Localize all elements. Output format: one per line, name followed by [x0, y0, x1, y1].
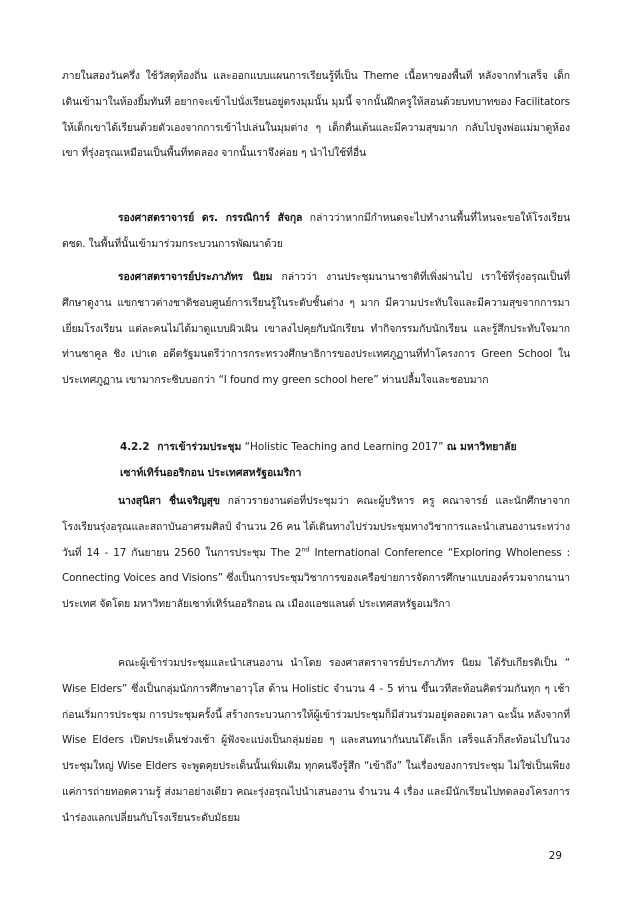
section-number: 4.2.2 — [120, 441, 150, 453]
paragraph-3 — [62, 265, 570, 394]
paragraph-3-text: กล่าวว่า งานประชุมนานาชาติที่เพิ่งผ่านไป เราใช้ที่รุ่งอรุณเป็นที่ศึกษาดูงาน แขกชาวต่างชาติชอบศูนย์การเรียนรู้ในระดับชั้นต่าง ๆ มาก มีความประทับใจและมีความสุขจากการมาเยี่ยมโรงเรียน แต่ละคนไม่ได้มาดูแบบผิวเผิน เขาลงไปคุยกับนักเรียน ทำกิจกรรมกับนักเรียน และรู้สึกประทับใจมาก ท่านซาคูล ชิง เปาเด อดีตรัฐมนตรีว่าการกระทรวงศึกษาธิการของประเทศภูฏานที่ทำโครงการ Green School ในประเทศภูฏาน เขามากระซิบบอกว่า “I found my green school here” ท่านปลื้มใจและชอบมาก — [62, 271, 570, 387]
section-heading-line2: เซาท์เทิร์นออริกอน ประเทศสหรัฐอเมริกา — [120, 467, 302, 479]
paragraph-1 — [62, 64, 570, 167]
paragraph-2 — [62, 206, 570, 258]
section-heading-prefix: การเข้าร่วมประชุม — [157, 441, 242, 453]
speaker-name: นางสุนิสา ชื่นเจริญสุข — [118, 495, 220, 507]
page-number: 29 — [548, 850, 562, 862]
paragraph-5 — [62, 651, 570, 832]
paragraph-5-text: คณะผู้เข้าร่วมประชุมและนำเสนองาน นำโดย รองศาสตราจารย์ประภาภัทร นิยม ได้รับเกียรติเป็น “ Wise Elders” ซึ่งเป็นกลุ่มนักการศึกษาอาวุโส ด้าน Holistic จำนวน 4 - 5 ท่าน ขึ้นเวทีสะท้อนคิดร่วมกันทุก ๆ เช้า ก่อนเริ่มการประชุม การประชุมครั้งนี้ สร้างกระบวนการให้ผู้เข้าร่วมประชุมก็มีส่วนร่วมอยู่ตลอดเวลา ฉะนั้น หลังจากที่ Wise Elders เปิดประเด็นช่วงเช้า ผู้ฟังจะแบ่งเป็นกลุ่มย่อย ๆ และสนทนากันบนโต๊ะเล็ก เสร็จแล้วก็สะท้อนไปในวงประชุมใหญ่ Wise Elders จะพูดคุยประเด็นนั้นเพิ่มเติม ทุกคนจึงรู้สึก “เข้าถึง” ในเรื่องของการประชุม ไม่ใช่เป็นเพียงแค่การถ่ายทอดความรู้ ส่งมาอย่างเดียว คณะรุ่งอรุณไปนำเสนองาน จำนวน 4 เรื่อง และมีนักเรียนไปทดลองโครงการนำร่องแลกเปลี่ยนกับโรงเรียนระดับมัธยม — [62, 657, 570, 824]
section-heading-suffix: ณ มหาวิทยาลัย — [446, 441, 517, 453]
speaker-name: รองศาสตราจารย์ประภาภัทร นิยม — [118, 271, 273, 283]
ordinal-suffix: nd — [301, 545, 310, 554]
paragraph-4 — [62, 489, 570, 618]
paragraph-4-text-b: International Conference “Exploring Wholeness : Connecting Voices and Visions” ซึ่งเป็นการประชุมวิชาการของเครือข่ายการจัดการศึกษาแบบองค์รวมจากนานาประเทศ จัดโดย มหาวิทยาลัยเซาท์เทิร์นออริกอน ณ เมืองแอชแลนด์ ประเทศสหรัฐอเมริกา — [62, 546, 570, 611]
paragraph-1-text: ภายในสองวันครึ่ง ใช้วัสดุท้องถิ่น และออกแบบแผนการเรียนรู้ที่เป็น Theme เนื้อหาของพื้นที่ หลังจากทำเสร็จ เด็กเดินเข้ามาในห้องยิ้มทันที อยากจะเข้าไปนั่งเรียนอยู่ตรงมุมนั้น มุมนี้ จากนั้นฝึกครูให้สอนด้วยบทบาทของ Facilitators ให้เด็กเขาได้เรียนด้วยตัวเองจากการเข้าไปเล่นในมุมต่าง ๆ เด็กตื่นเต้นและมีความสุขมาก กลับไปจูงพ่อแม่มาดูห้องเขา ที่รุ่งอรุณเหมือนเป็นพื้นที่ทดลอง จากนั้นเราจึงค่อย ๆ นำไปใช้ที่อื่น — [62, 70, 570, 160]
speaker-name: รองศาสตราจารย์ ดร. กรรณิการ์ สัจกุล — [118, 212, 303, 224]
section-heading-title: “Holistic Teaching and Learning 2017” — [241, 441, 447, 453]
paragraph-4-text-a: กล่าวรายงานต่อที่ประชุมว่า คณะผู้บริหาร ครู คณาจารย์ และนักศึกษาจาก โรงเรียนรุ่งอรุณและสถาบันอาศรมศิลป์ จำนวน 26 คน ได้เดินทางไปร่วมประชุมทางวิชาการและนำเสนองานระหว่างวันที่ 14 - 17 กันยายน 2560 ในการประชุม The 2 — [62, 495, 570, 559]
section-heading — [120, 434, 570, 486]
paragraph-2-text: กล่าวว่าหากมีกำหนดจะไปทำงานพื้นที่ไหนจะขอให้โรงเรียน ตชด. ในพื้นที่นั้นเข้ามาร่วมกระบวนการพัฒนาด้วย — [62, 212, 570, 250]
